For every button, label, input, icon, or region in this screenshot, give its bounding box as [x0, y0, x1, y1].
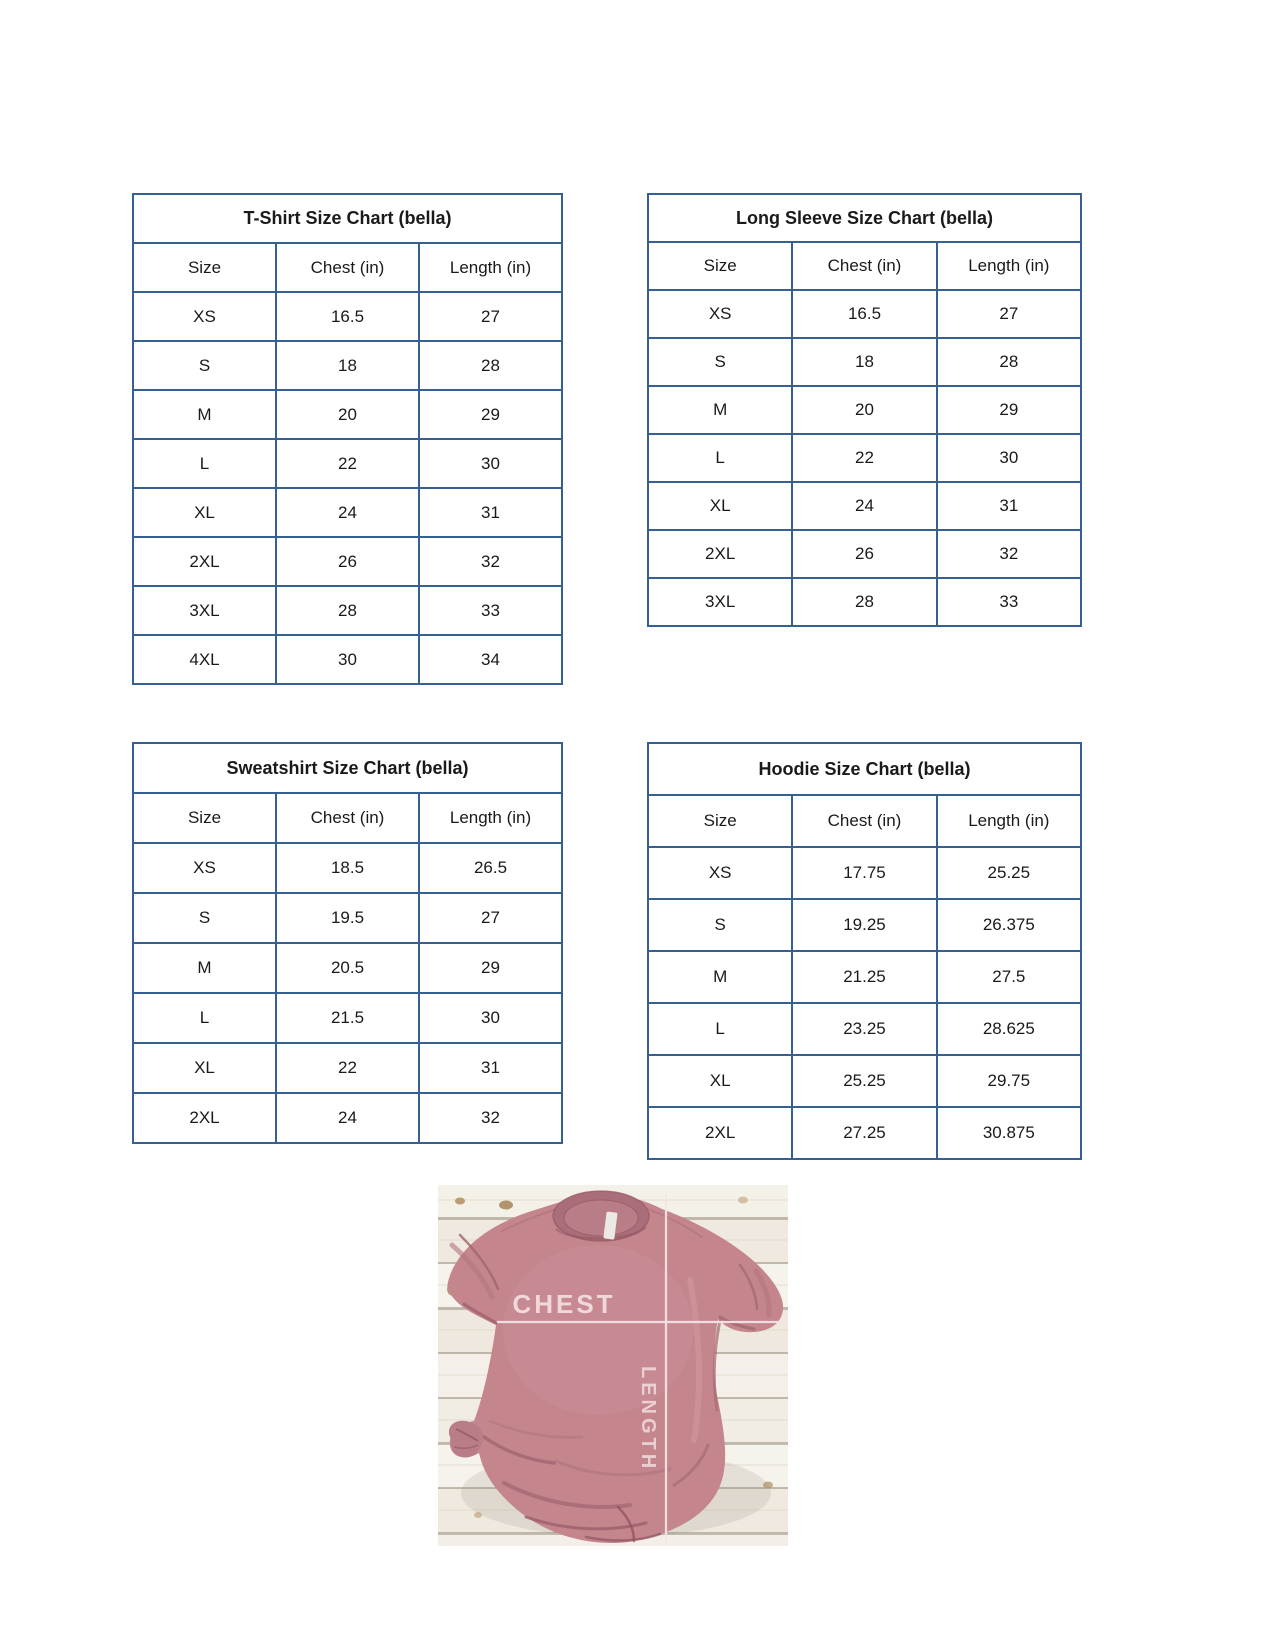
size-cell: M — [133, 943, 276, 993]
table-row — [648, 338, 1081, 386]
chest-cell: 26 — [276, 537, 419, 586]
header-size: Size — [133, 793, 276, 843]
length-cell: 29 — [419, 390, 562, 439]
chest-cell: 21.25 — [792, 951, 936, 1003]
size-cell: XS — [648, 290, 792, 338]
table-row — [648, 1003, 1081, 1055]
chest-cell: 24 — [792, 482, 936, 530]
table-row — [648, 578, 1081, 626]
tshirt-measurement-photo — [438, 1185, 788, 1546]
table-row — [648, 1107, 1081, 1159]
table-row — [133, 292, 562, 341]
chest-cell: 16.5 — [276, 292, 419, 341]
length-cell: 30.875 — [937, 1107, 1081, 1159]
size-cell: S — [133, 341, 276, 390]
length-cell: 28 — [419, 341, 562, 390]
length-cell: 32 — [419, 537, 562, 586]
table-row — [648, 951, 1081, 1003]
table-row — [648, 434, 1081, 482]
length-cell: 26.375 — [937, 899, 1081, 951]
table-row — [133, 1043, 562, 1093]
chest-cell: 18.5 — [276, 843, 419, 893]
header-chest: Chest (in) — [792, 795, 936, 847]
table-row — [133, 586, 562, 635]
size-cell: XL — [133, 1043, 276, 1093]
table-row — [133, 537, 562, 586]
chest-cell: 17.75 — [792, 847, 936, 899]
chest-cell: 21.5 — [276, 993, 419, 1043]
size-cell: 2XL — [648, 1107, 792, 1159]
table-row — [133, 635, 562, 684]
chest-cell: 24 — [276, 488, 419, 537]
size-cell: L — [133, 439, 276, 488]
size-cell: XS — [133, 292, 276, 341]
size-table-long-sleeve — [647, 193, 1082, 627]
table-row — [133, 1093, 562, 1143]
table-header-row — [648, 242, 1081, 290]
length-cell: 25.25 — [937, 847, 1081, 899]
chest-cell: 20 — [792, 386, 936, 434]
chest-cell: 22 — [276, 439, 419, 488]
table-title: T-Shirt Size Chart (bella) — [133, 194, 562, 243]
table-row — [648, 1055, 1081, 1107]
chest-label: CHEST — [512, 1289, 616, 1319]
chest-cell: 22 — [792, 434, 936, 482]
table-row — [648, 530, 1081, 578]
header-chest: Chest (in) — [792, 242, 936, 290]
header-chest: Chest (in) — [276, 243, 419, 292]
table-header-row — [133, 243, 562, 292]
table-row — [133, 341, 562, 390]
length-cell: 30 — [419, 439, 562, 488]
table-row — [648, 386, 1081, 434]
table-row — [133, 843, 562, 893]
chest-cell: 22 — [276, 1043, 419, 1093]
chest-measure-line — [497, 1321, 788, 1323]
table-row — [133, 943, 562, 993]
header-length: Length (in) — [937, 242, 1081, 290]
size-cell: XL — [648, 482, 792, 530]
size-cell: S — [648, 899, 792, 951]
size-cell: L — [648, 1003, 792, 1055]
table-row — [648, 899, 1081, 951]
tshirt-photo-illustration — [438, 1185, 788, 1546]
size-cell: 4XL — [133, 635, 276, 684]
header-length: Length (in) — [419, 793, 562, 843]
table-row — [133, 439, 562, 488]
header-chest: Chest (in) — [276, 793, 419, 843]
chest-cell: 18 — [792, 338, 936, 386]
length-cell: 27.5 — [937, 951, 1081, 1003]
size-cell: S — [648, 338, 792, 386]
header-size: Size — [133, 243, 276, 292]
length-measure-line — [665, 1195, 667, 1543]
size-cell: XL — [648, 1055, 792, 1107]
length-cell: 29 — [419, 943, 562, 993]
table-row — [133, 390, 562, 439]
table-title-row — [133, 194, 562, 243]
length-cell: 31 — [419, 1043, 562, 1093]
table-title-row — [648, 194, 1081, 242]
chest-cell: 24 — [276, 1093, 419, 1143]
chest-cell: 20.5 — [276, 943, 419, 993]
size-cell: 2XL — [648, 530, 792, 578]
length-cell: 27 — [419, 893, 562, 943]
length-cell: 26.5 — [419, 843, 562, 893]
table-title-row — [133, 743, 562, 793]
table-header-row — [133, 793, 562, 843]
header-size: Size — [648, 242, 792, 290]
table-row — [133, 993, 562, 1043]
chest-cell: 19.5 — [276, 893, 419, 943]
chest-cell: 28 — [792, 578, 936, 626]
length-cell: 32 — [419, 1093, 562, 1143]
table-row — [133, 488, 562, 537]
chest-cell: 16.5 — [792, 290, 936, 338]
header-size: Size — [648, 795, 792, 847]
size-cell: 3XL — [648, 578, 792, 626]
table-title: Long Sleeve Size Chart (bella) — [648, 194, 1081, 242]
length-cell: 33 — [419, 586, 562, 635]
length-cell: 33 — [937, 578, 1081, 626]
length-cell: 31 — [937, 482, 1081, 530]
size-table-hoodie — [647, 742, 1082, 1160]
length-cell: 29.75 — [937, 1055, 1081, 1107]
chest-cell: 28 — [276, 586, 419, 635]
table-title: Hoodie Size Chart (bella) — [648, 743, 1081, 795]
size-cell: M — [648, 386, 792, 434]
length-cell: 31 — [419, 488, 562, 537]
chest-cell: 27.25 — [792, 1107, 936, 1159]
size-cell: S — [133, 893, 276, 943]
chest-cell: 25.25 — [792, 1055, 936, 1107]
length-cell: 32 — [937, 530, 1081, 578]
table-title-row — [648, 743, 1081, 795]
length-label: LENGTH — [637, 1366, 659, 1473]
table-row — [133, 893, 562, 943]
length-cell: 28.625 — [937, 1003, 1081, 1055]
length-cell: 30 — [419, 993, 562, 1043]
size-cell: XL — [133, 488, 276, 537]
length-cell: 29 — [937, 386, 1081, 434]
size-cell: 3XL — [133, 586, 276, 635]
chest-cell: 23.25 — [792, 1003, 936, 1055]
length-cell: 28 — [937, 338, 1081, 386]
size-cell: L — [648, 434, 792, 482]
table-header-row — [648, 795, 1081, 847]
collar — [553, 1191, 649, 1241]
length-cell: 34 — [419, 635, 562, 684]
size-cell: 2XL — [133, 537, 276, 586]
chest-cell: 26 — [792, 530, 936, 578]
table-title: Sweatshirt Size Chart (bella) — [133, 743, 562, 793]
size-cell: XS — [133, 843, 276, 893]
size-cell: M — [133, 390, 276, 439]
size-table-tshirt — [132, 193, 563, 685]
chest-cell: 19.25 — [792, 899, 936, 951]
size-table-sweatshirt — [132, 742, 563, 1144]
size-cell: L — [133, 993, 276, 1043]
chest-cell: 18 — [276, 341, 419, 390]
length-cell: 30 — [937, 434, 1081, 482]
table-row — [648, 847, 1081, 899]
header-length: Length (in) — [937, 795, 1081, 847]
size-cell: 2XL — [133, 1093, 276, 1143]
header-length: Length (in) — [419, 243, 562, 292]
table-row — [648, 290, 1081, 338]
size-cell: M — [648, 951, 792, 1003]
length-cell: 27 — [937, 290, 1081, 338]
chest-cell: 30 — [276, 635, 419, 684]
table-row — [648, 482, 1081, 530]
length-cell: 27 — [419, 292, 562, 341]
size-cell: XS — [648, 847, 792, 899]
chest-cell: 20 — [276, 390, 419, 439]
